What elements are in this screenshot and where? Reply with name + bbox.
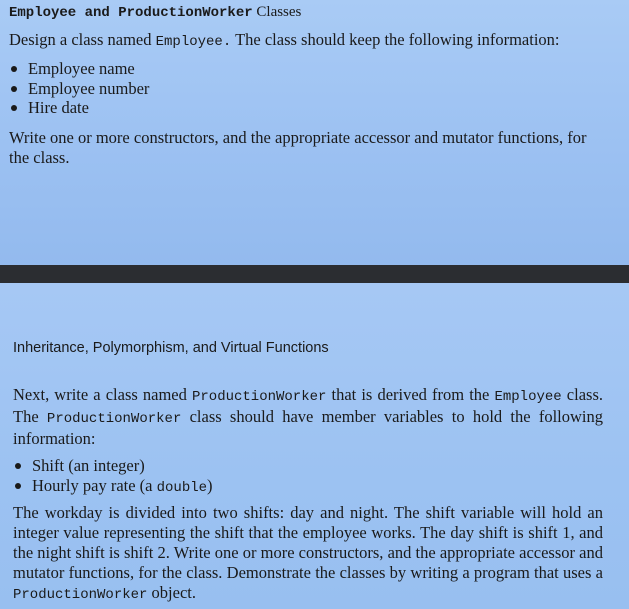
derived-class-paragraph xyxy=(13,385,603,449)
bullet2-code: double xyxy=(156,479,208,496)
member-list xyxy=(13,456,213,498)
p1-text: that is derived from the xyxy=(326,385,495,404)
p2-text: object. xyxy=(147,583,196,602)
p1-text: class should have member variables to hold the following information: xyxy=(13,407,603,448)
section-title: Inheritance, Polymorphism, and Virtual Functions xyxy=(13,340,329,356)
divider-bar xyxy=(0,265,629,283)
list-item xyxy=(13,476,213,499)
list-item: Employee name xyxy=(9,59,149,79)
bullet2-prefix: Hourly pay rate (a xyxy=(32,475,157,495)
bullet2-suffix: ) xyxy=(207,475,213,495)
intro-code: Employee. xyxy=(155,34,232,50)
intro-suffix: The class should keep the following information: xyxy=(231,30,560,49)
p1-text: class. The xyxy=(13,385,603,426)
list-item: Hire date xyxy=(9,98,149,118)
p1-code: Employee xyxy=(494,389,562,405)
title-code: Employee and ProductionWorker xyxy=(9,5,253,21)
p1-code: ProductionWorker xyxy=(191,389,327,405)
intro-prefix: Design a class named xyxy=(9,30,156,49)
info-list xyxy=(9,59,149,118)
p2-text: The workday is divided into two shifts: day and night. The shift variable will hold an integer value representing the shift that the employee works. The day shift is shift 1, and the night shift is shift 2. Write one or more constructors, and the appropriate accessor and mutator functions, for the class. Demonstrate the classes by writing a program that uses a xyxy=(13,503,603,582)
p1-code: ProductionWorker xyxy=(46,411,182,427)
p1-text: Next, write a class named xyxy=(13,385,192,404)
list-item: Shift (an integer) xyxy=(13,456,213,476)
workday-paragraph xyxy=(13,503,603,605)
page-title xyxy=(9,4,301,21)
closing-paragraph: Write one or more constructors, and the appropriate accessor and mutator functions, for the class. xyxy=(9,128,587,167)
intro-paragraph xyxy=(9,30,624,52)
list-item: Employee number xyxy=(9,79,149,99)
p2-code: ProductionWorker xyxy=(13,587,148,603)
title-rest: Classes xyxy=(252,4,302,20)
